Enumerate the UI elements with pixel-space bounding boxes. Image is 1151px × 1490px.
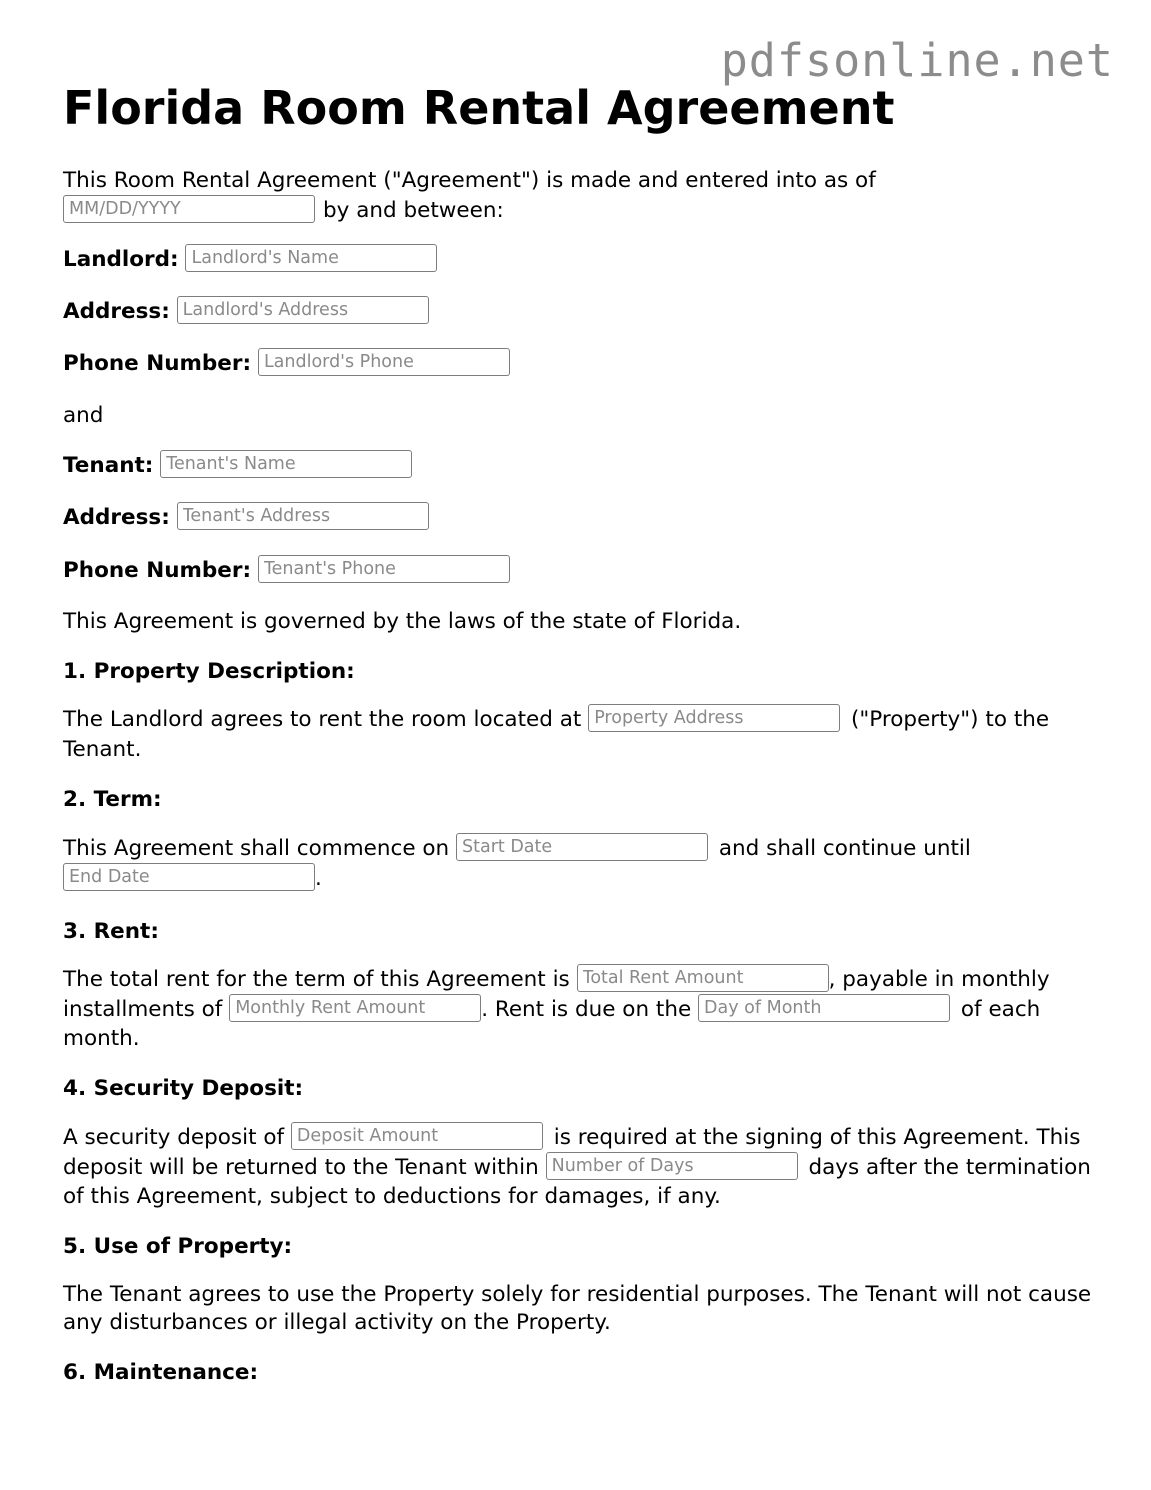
landlord-name-label: Landlord:	[63, 247, 179, 272]
tenant-address-label: Address:	[63, 505, 170, 530]
deposit-text-3: days after the termination of this Agreement, subject to deductions for damages, if any.	[63, 1154, 1091, 1209]
rent-text-4: of each month.	[63, 996, 1041, 1051]
governing-law-text: This Agreement is governed by the laws of the state of Florida.	[63, 609, 742, 634]
property-text-before: The Landlord agrees to rent the room located at	[63, 707, 582, 732]
intro-text-after: by and between:	[323, 197, 504, 223]
rent-text-2: , payable in monthly installments of	[63, 967, 1050, 1022]
property-paragraph	[63, 705, 1103, 764]
landlord-phone-field[interactable]	[258, 348, 510, 376]
tenant-address-row	[63, 503, 433, 532]
use-paragraph: The Tenant agrees to use the Property solely for residential purposes. The Tenant will not cause any disturbances or illegal activity on the Property.	[63, 1282, 1092, 1335]
property-text-after: ("Property") to the Tenant.	[63, 707, 1050, 762]
term-paragraph	[63, 834, 1103, 893]
tenant-name-label: Tenant:	[63, 453, 154, 478]
section-heading-maintenance: 6. Maintenance:	[63, 1360, 259, 1385]
landlord-address-label: Address:	[63, 299, 170, 324]
section-heading-deposit: 4. Security Deposit:	[63, 1076, 304, 1101]
property-address-field[interactable]	[588, 704, 840, 732]
monthly-rent-field[interactable]	[229, 994, 481, 1022]
rent-text-1: The total rent for the term of this Agreement is	[63, 967, 570, 992]
landlord-address-row	[63, 297, 433, 326]
rent-text-3: . Rent is due on the	[481, 996, 692, 1022]
start-date-field[interactable]	[456, 833, 708, 861]
landlord-address-field[interactable]	[177, 296, 429, 324]
page-title: Florida Room Rental Agreement	[63, 81, 895, 135]
total-rent-field[interactable]	[577, 964, 829, 992]
deposit-text-2: is required at the signing of this Agreement. This deposit will be returned to the Tenant within	[63, 1125, 1081, 1180]
term-text-after: .	[315, 865, 322, 891]
term-text-before: This Agreement shall commence on	[63, 836, 450, 861]
section-heading-property: 1. Property Description:	[63, 659, 355, 684]
deposit-text-1: A security deposit of	[63, 1125, 285, 1150]
landlord-name-row	[63, 245, 441, 274]
tenant-name-field[interactable]	[160, 450, 412, 478]
landlord-phone-label: Phone Number:	[63, 351, 252, 376]
tenant-phone-row	[63, 556, 514, 585]
return-days-field[interactable]	[546, 1152, 798, 1180]
tenant-address-field[interactable]	[177, 502, 429, 530]
rent-due-day-field[interactable]	[698, 994, 950, 1022]
section-heading-term: 2. Term:	[63, 787, 162, 812]
section-heading-rent: 3. Rent:	[63, 919, 159, 944]
landlord-phone-row	[63, 349, 514, 378]
intro-text-before: This Room Rental Agreement ("Agreement") is made and entered into as of	[63, 168, 876, 193]
deposit-amount-field[interactable]	[291, 1122, 543, 1150]
end-date-field[interactable]	[63, 863, 315, 891]
rent-paragraph	[63, 965, 1103, 1054]
watermark: pdfsonline.net	[720, 34, 1114, 87]
and-text: and	[63, 403, 104, 428]
section-heading-use: 5. Use of Property:	[63, 1234, 293, 1259]
tenant-phone-field[interactable]	[258, 555, 510, 583]
landlord-name-field[interactable]	[185, 244, 437, 272]
tenant-phone-label: Phone Number:	[63, 558, 252, 583]
tenant-name-row	[63, 451, 416, 480]
intro-paragraph	[63, 166, 1103, 225]
agreement-date-field[interactable]	[63, 195, 315, 223]
deposit-paragraph	[63, 1123, 1103, 1212]
term-text-middle: and shall continue until	[718, 836, 971, 861]
